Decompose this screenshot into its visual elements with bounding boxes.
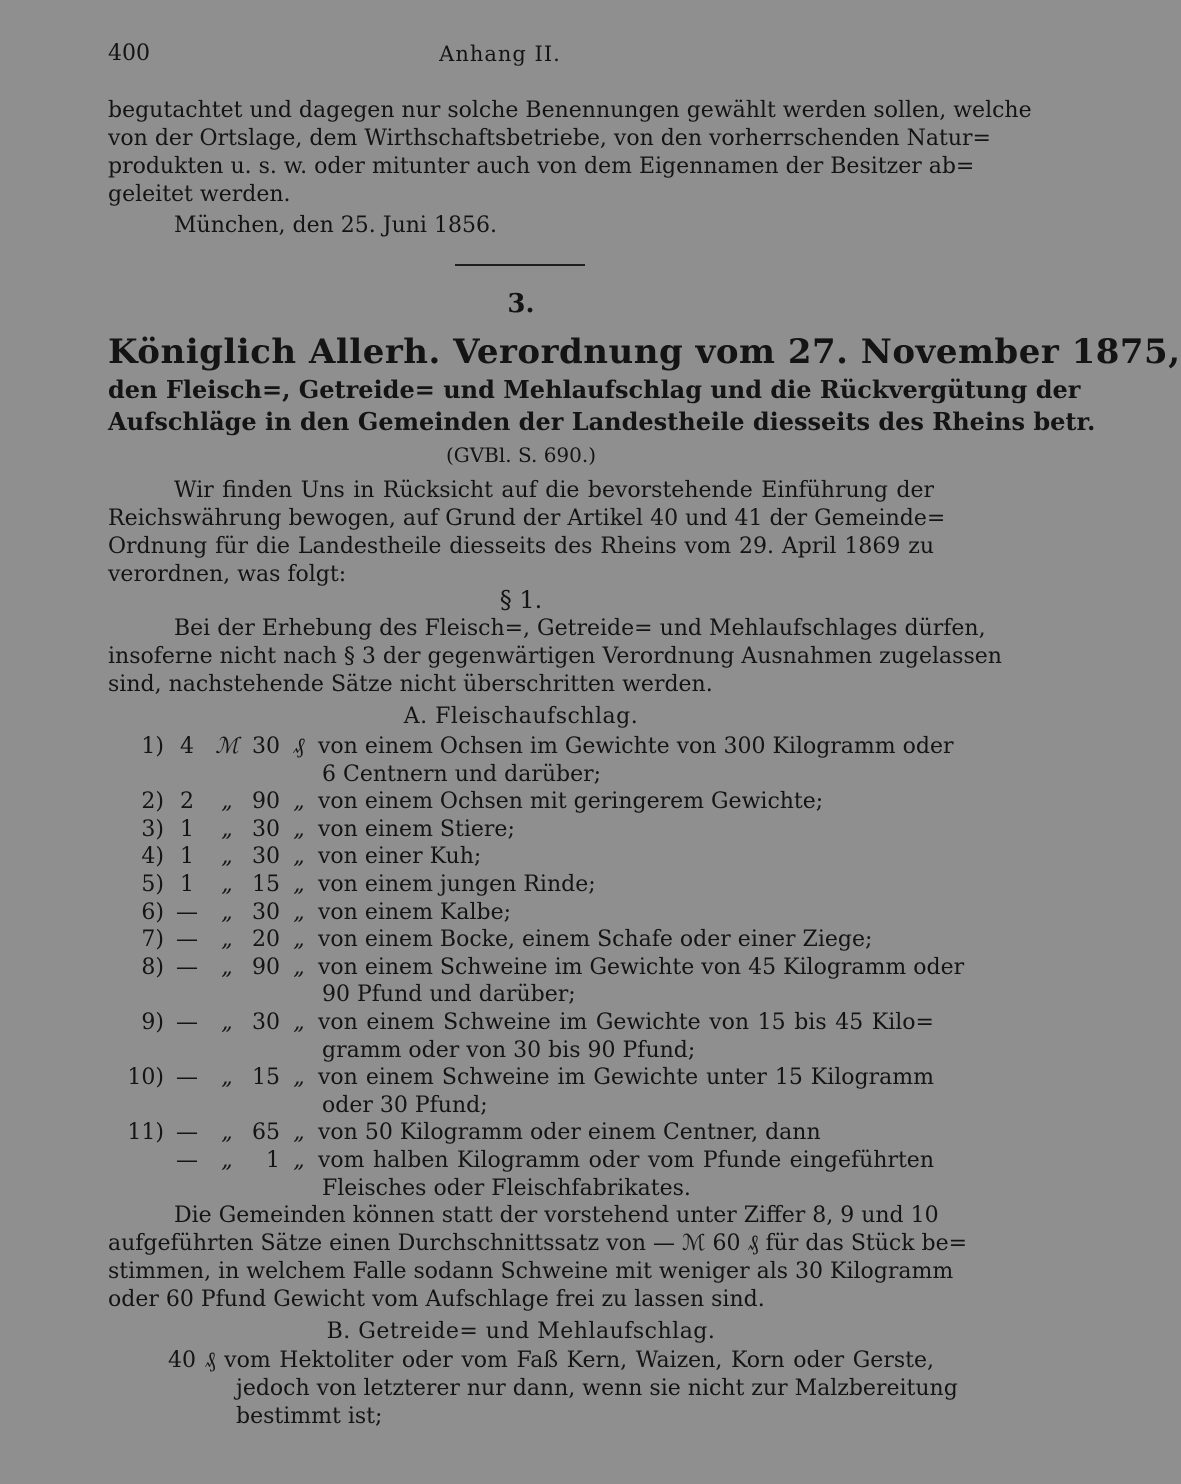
tariff-row [0, 871, 1000, 899]
tariff-item-number: 4) [141, 844, 164, 870]
tariff-mark-amount: 1 [180, 872, 194, 897]
tariff-row [0, 788, 1000, 816]
tariff-mark-amount: 4 [180, 734, 194, 759]
section-number: 3. [507, 289, 535, 319]
subsection-b-heading: B. Getreide= und Mehlaufschlag. [326, 1319, 716, 1344]
tariff-item-number: 2) [141, 789, 164, 815]
tariff-row [0, 733, 1000, 761]
source-reference: (GVBl. S. 690.) [445, 443, 597, 467]
tariff-description: von einem Kalbe; [318, 899, 512, 925]
tariff-mark-amount: 1 [180, 844, 194, 870]
mark-unit: „ [221, 927, 233, 953]
note-line: Die Gemeinden können statt der vorstehend unter Ziffer 8, 9 und 10 [174, 1203, 939, 1228]
tariff-item-number: 3) [141, 816, 164, 842]
tariff-pfennig-amount: 30 [252, 734, 280, 759]
tariff-description: von einem jungen Rinde; [318, 872, 596, 897]
tariff-item-number: 11) [127, 1120, 164, 1146]
subsection-b-line: jedoch von letzterer nur dann, wenn sie nicht zur Malzbereitung [236, 1376, 958, 1401]
tariff-mark-amount: — [176, 927, 198, 953]
tariff-row [0, 1147, 1000, 1175]
tariff-pfennig-amount: 20 [252, 927, 280, 953]
tariff-description: von einem Ochsen im Gewichte von 300 Kilogramm oder [318, 734, 954, 759]
tariff-item-number: 7) [141, 927, 164, 953]
tariff-description: von einem Ochsen mit geringerem Gewichte; [318, 789, 824, 815]
tariff-item-number: 5) [141, 872, 164, 897]
mark-unit: „ [221, 816, 233, 842]
tariff-mark-amount: — [176, 899, 198, 925]
tariff-mark-amount: — [176, 1065, 198, 1091]
intro-line: produkten u. s. w. oder mitunter auch von dem Eigennamen der Besitzer ab= [108, 154, 975, 179]
tariff-mark-amount: — [176, 1120, 198, 1146]
tariff-description-continued: 90 Pfund und darüber; [322, 982, 576, 1008]
mark-unit: „ [221, 789, 233, 815]
tariff-item-number: 9) [141, 1010, 164, 1035]
tariff-description-continued: oder 30 Pfund; [322, 1092, 488, 1118]
section-title: Königlich Allerh. Verordnung vom 27. November 1875, [108, 332, 1181, 372]
tariff-item-number: 10) [127, 1065, 164, 1091]
tariff-description: vom halben Kilogramm oder vom Pfunde eingeführten [318, 1148, 934, 1173]
mark-unit: „ [221, 954, 233, 980]
tariff-pfennig-amount: 30 [252, 1010, 280, 1035]
subsection-a-heading: A. Fleischaufschlag. [403, 704, 639, 729]
tariff-row [0, 1009, 1000, 1037]
tariff-description: von einem Stiere; [318, 816, 515, 842]
tariff-row [0, 899, 1000, 927]
section-subtitle: Aufschläge in den Gemeinden der Landestheile diesseits des Rheins betr. [108, 407, 1096, 436]
pfennig-unit: „ [293, 1010, 305, 1035]
pfennig-unit: ₰ [293, 734, 305, 759]
mark-unit: „ [221, 872, 233, 897]
note-line: stimmen, in welchem Falle sodann Schweine mit weniger als 30 Kilogramm [108, 1259, 954, 1284]
tariff-description: von 50 Kilogramm oder einem Centner, dann [318, 1120, 821, 1146]
tariff-pfennig-amount: 90 [252, 954, 280, 980]
note-line: oder 60 Pfund Gewicht vom Aufschlage frei zu lassen sind. [108, 1287, 765, 1312]
tariff-item-number: 1) [141, 734, 164, 759]
tariff-row [0, 1064, 1000, 1092]
pfennig-unit: „ [293, 789, 305, 815]
mark-unit: „ [221, 1120, 233, 1146]
pfennig-unit: „ [293, 927, 305, 953]
preamble-line: Ordnung für die Landestheile diesseits des Rheins vom 29. April 1869 zu [108, 534, 934, 559]
paragraph-line: sind, nachstehende Sätze nicht überschritten werden. [108, 672, 713, 697]
tariff-pfennig-amount: 15 [252, 1065, 280, 1091]
tariff-mark-amount: — [176, 954, 198, 980]
tariff-description-continued: 6 Centnern und darüber; [322, 761, 602, 787]
pfennig-unit: „ [293, 954, 305, 980]
subsection-b-line: bestimmt ist; [236, 1404, 383, 1429]
tariff-description: von einem Schweine im Gewichte von 45 Kilogramm oder [318, 954, 965, 980]
tariff-description-continued: gramm oder von 30 bis 90 Pfund; [322, 1037, 696, 1063]
section-subtitle: den Fleisch=, Getreide= und Mehlaufschlag und die Rückvergütung der [108, 375, 1081, 404]
paragraph-line: Bei der Erhebung des Fleisch=, Getreide= und Mehlaufschlages dürfen, [174, 616, 986, 641]
mark-unit: „ [221, 1010, 233, 1035]
tariff-pfennig-amount: 90 [252, 789, 280, 815]
section-divider [455, 264, 585, 266]
pfennig-unit: „ [293, 1065, 305, 1091]
pfennig-unit: „ [293, 844, 305, 870]
tariff-row [0, 1119, 1000, 1147]
mark-unit: „ [221, 899, 233, 925]
mark-unit: „ [221, 844, 233, 870]
tariff-mark-amount: — [176, 1148, 198, 1173]
preamble-line: Wir finden Uns in Rücksicht auf die bevorstehende Einführung der [174, 478, 934, 503]
tariff-mark-amount: 2 [180, 789, 194, 815]
pfennig-unit: „ [293, 1120, 305, 1146]
intro-line: geleitet werden. [108, 182, 291, 207]
pfennig-unit: „ [293, 1148, 305, 1173]
pfennig-unit: „ [293, 899, 305, 925]
mark-unit: ℳ [215, 734, 239, 759]
tariff-pfennig-amount: 15 [252, 872, 280, 897]
intro-line: begutachtet und dagegen nur solche Benennungen gewählt werden sollen, welche [108, 98, 1032, 123]
mark-unit: „ [221, 1148, 233, 1173]
note-line: aufgeführten Sätze einen Durchschnittssatz von — ℳ 60 ₰ für das Stück be= [108, 1231, 968, 1256]
paragraph-line: insoferne nicht nach § 3 der gegenwärtigen Verordnung Ausnahmen zugelassen [108, 644, 1002, 669]
preamble-line: Reichswährung bewogen, auf Grund der Artikel 40 und 41 der Gemeinde= [108, 506, 946, 531]
tariff-description: von einem Schweine im Gewichte von 15 bis 45 Kilo= [318, 1010, 934, 1035]
mark-unit: „ [221, 1065, 233, 1091]
tariff-description: von einem Schweine im Gewichte unter 15 Kilogramm [318, 1065, 934, 1091]
running-title: Anhang II. [439, 42, 561, 66]
tariff-description-continued: Fleisches oder Fleischfabrikates. [322, 1175, 691, 1201]
tariff-description: von einem Bocke, einem Schafe oder einer Ziege; [318, 927, 873, 953]
tariff-mark-amount: 1 [180, 816, 194, 842]
tariff-description: von einer Kuh; [318, 844, 482, 870]
tariff-pfennig-amount: 65 [252, 1120, 280, 1146]
tariff-pfennig-amount: 30 [252, 844, 280, 870]
tariff-pfennig-amount: 30 [252, 816, 280, 842]
preamble-line: verordnen, was folgt: [108, 562, 347, 587]
tariff-row [0, 816, 1000, 844]
tariff-pfennig-amount: 30 [252, 899, 280, 925]
tariff-row [0, 926, 1000, 954]
intro-line: von der Ortslage, dem Wirthschaftsbetriebe, von den vorherrschenden Natur= [108, 126, 991, 151]
tariff-pfennig-amount: 1 [266, 1148, 280, 1173]
tariff-item-number: 8) [141, 954, 164, 980]
pfennig-unit: „ [293, 816, 305, 842]
pfennig-unit: „ [293, 872, 305, 897]
page-number: 400 [108, 41, 150, 66]
subsection-b-line: 40 ₰ vom Hektoliter oder vom Faß Kern, Waizen, Korn oder Gerste, [168, 1348, 934, 1373]
dateline: München, den 25. Juni 1856. [174, 213, 497, 238]
tariff-row [0, 843, 1000, 871]
paragraph-heading: § 1. [499, 586, 543, 614]
tariff-row [0, 954, 1000, 982]
tariff-item-number: 6) [141, 899, 164, 925]
tariff-mark-amount: — [176, 1010, 198, 1035]
